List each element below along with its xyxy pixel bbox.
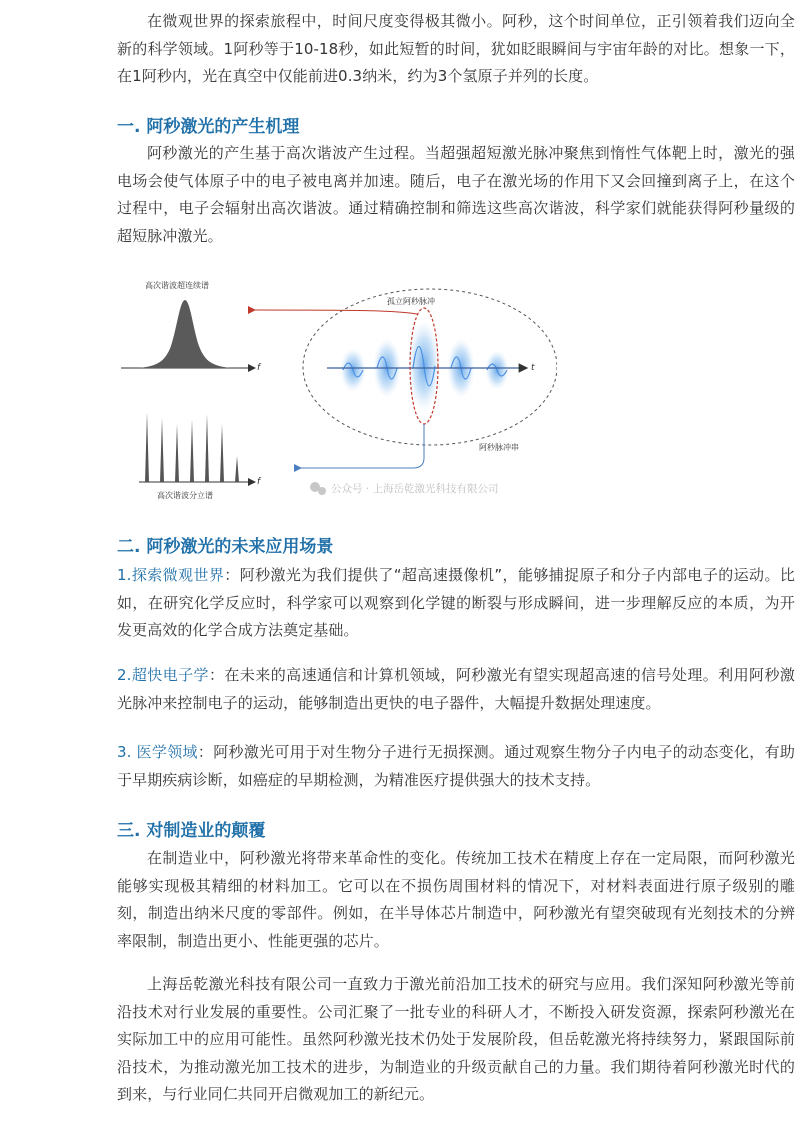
watermark-text: 公众号 · 上海岳乾激光科技有限公司 (331, 483, 499, 495)
application-item-text: ：在未来的高速通信和计算机领域，阿秒激光有望实现超高速的信号处理。利用阿秒激光脉冲来控制电子的运动，能够制造出更快的电子器件，大幅提升数据处理速度。 (117, 666, 795, 712)
application-item-text: ：阿秒激光可用于对生物分子进行无损探测。通过观察生物分子内电子的动态变化，有助于早期疾病诊断，如癌症的早期检测，为精准医疗提供强大的技术支持。 (117, 743, 796, 789)
axis-t: t (531, 363, 535, 373)
intro-paragraph: 在微观世界的探索旅程中，时间尺度变得极其微小。阿秒，这个时间单位，正引领着我们迈向全新的科学领域。1阿秒等于10-18秒，如此短暂的时间，犹如眨眼瞬间与宇宙年龄的对比。想象一下，在1阿秒内，光在真空中仅能前进0.3纳米，约为3个氢原子并列的长度。 (117, 12, 795, 85)
label-train: 阿秒脉冲串 (479, 443, 519, 452)
application-item-label: 1.探索微观世界 (117, 566, 225, 584)
application-item (117, 739, 795, 794)
section-3-heading: 三. 对制造业的颠覆 (117, 821, 266, 841)
axis-f-top: f (257, 363, 261, 373)
label-isolated: 孤立阿秒脉冲 (387, 297, 435, 306)
discrete-peak (145, 412, 149, 482)
application-item-label: 2.超快电子学 (117, 666, 209, 684)
discrete-peak (205, 414, 209, 482)
section-1-paragraph: 阿秒激光的产生基于高次谐波产生过程。当超强超短激光脉冲聚焦到惰性气体靶上时，激光的强电场会使气体原子中的电子被电离并加速。随后，电子在激光场的作用下又会回撞到离子上，在这个过程中，电子会辐射出高次谐波。通过精确控制和筛选这些高次谐波，科学家们就能获得阿秒量级的超短脉冲激光。 (117, 144, 795, 245)
application-item (117, 662, 795, 717)
label-discrete: 高次谐波分立谱 (157, 491, 213, 500)
closing-paragraph: 上海岳乾激光科技有限公司一直致力于激光前沿加工技术的研究与应用。我们深知阿秒激光等前沿技术对行业发展的重要性。公司汇聚了一批专业的科研人才，不断投入研发资源，探索阿秒激光在实际加工中的应用可能性。虽然阿秒激光技术仍处于发展阶段，但岳乾激光将持续努力，紧跟国际前沿技术，为推动激光加工技术的进步，为制造业的升级贡献自己的力量。我们期待着阿秒激光时代的到来，与行业同仁共同开启微观加工的新纪元。 (117, 975, 795, 1103)
application-item-text: ：阿秒激光为我们提供了“超高速摄像机”，能够捕捉原子和分子内部电子的运动。比如，在研究化学反应时，科学家可以观察到化学键的断裂与形成瞬间，进一步理解反应的本质，为开发更高效的化学合成方法奠定基础。 (117, 566, 795, 639)
discrete-peak (175, 424, 179, 482)
watermark (310, 482, 499, 495)
discrete-peak (160, 418, 164, 482)
application-item (117, 562, 795, 645)
discrete-peak (235, 456, 239, 482)
figure-svg (117, 262, 557, 512)
application-item-label: 3. 医学领域 (117, 743, 198, 761)
red-arrow (255, 310, 417, 314)
discrete-peak (190, 420, 194, 482)
section-2-heading: 二. 阿秒激光的未来应用场景 (117, 537, 334, 557)
section-1-heading: 一. 阿秒激光的产生机理 (117, 117, 300, 137)
discrete-peak (220, 424, 224, 482)
label-continuum: 高次谐波超连续谱 (145, 281, 209, 290)
wechat-icon-bubble (318, 487, 326, 495)
attosecond-generation-figure (117, 262, 557, 512)
blue-arrow (301, 424, 424, 468)
axis-f-bottom: f (257, 477, 261, 487)
section-3-paragraph: 在制造业中，阿秒激光将带来革命性的变化。传统加工技术在精度上存在一定局限，而阿秒激光能够实现极其精细的材料加工。它可以在不损伤周围材料的情况下，对材料表面进行原子级别的雕刻，制造出纳米尺度的零部件。例如，在半导体芯片制造中，阿秒激光有望突破现有光刻技术的分辨率限制，制造出更小、性能更强的芯片。 (117, 849, 795, 950)
continuum-spectrum-curve (139, 300, 231, 368)
